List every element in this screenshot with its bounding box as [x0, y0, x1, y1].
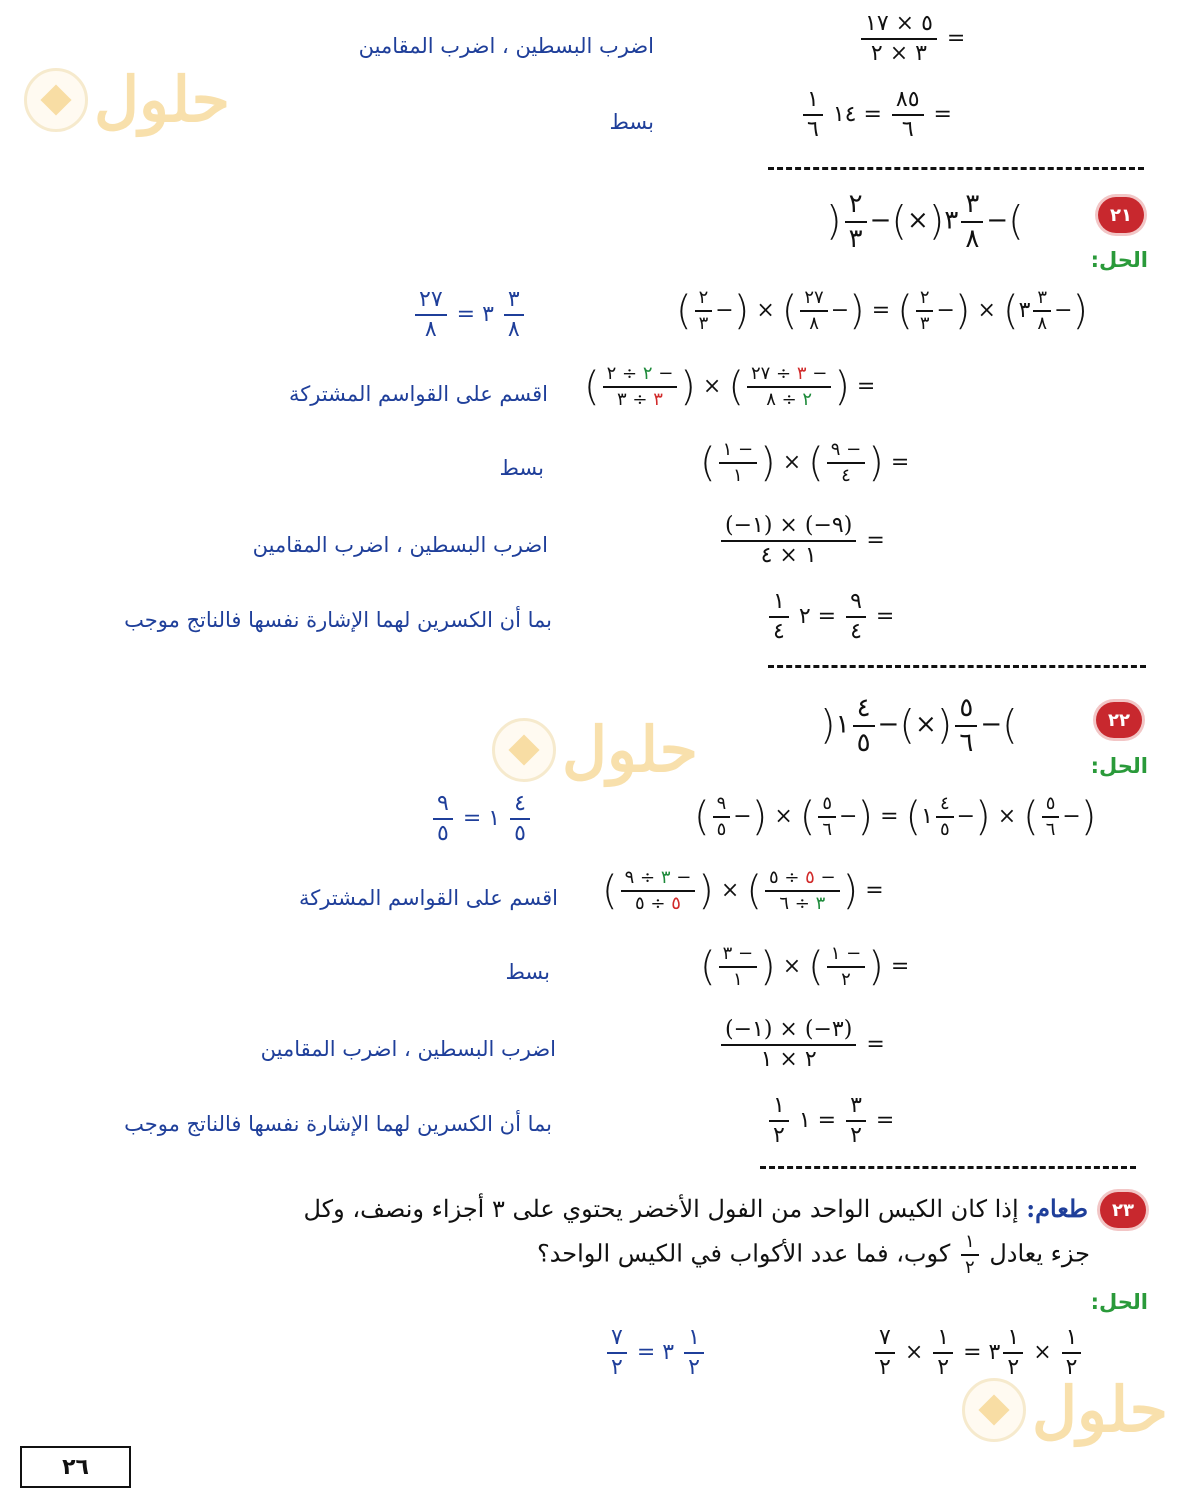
watermark-text: حلول [94, 63, 230, 136]
solution-label: الحل: [1090, 754, 1148, 778]
page-number: ٢٦ [20, 1446, 131, 1488]
solution-label: الحل: [1090, 1290, 1148, 1314]
p21-step1: ( $\frac{٢}{٣}$ −) × ( $\frac{٢٧}{٨}$ −) = ( $\frac{٢}{٣}$ −) × (٣ $\frac{٣}{٨}$ −) [676, 287, 1089, 334]
p21-step3: ( $\frac{١ -}{١}$ ) × ( $\frac{٩ -}{٤}$ ) = [700, 439, 910, 486]
p21-step4: $\frac{(-١) \times (-٩)}{١ \times ٤}$ = [718, 514, 885, 568]
watermark-icon [24, 68, 88, 132]
top-step1: $\frac{٥ \times ١٧}{٣ \times ٢}$ = [858, 12, 965, 66]
watermark-icon [492, 718, 556, 782]
problem-number-badge: ٢٢ [1096, 702, 1142, 738]
watermark-text: حلول [562, 713, 698, 786]
p22-step2: ( $\frac{٣ \div ٩ -}{٥ \div ٥}$ ) × ( $\frac{٥ \div ٥ -}{٣ \div ٦}$ ) = [602, 867, 884, 914]
p21-step5: = $\frac{٩}{٤}$ = ٢ $\frac{١}{٤}$ [766, 590, 894, 644]
p21-step2: ( $\frac{٢ \div ٢ -}{٣ \div ٣}$ ) × ( $\frac{٣ \div ٢٧ -}{٢ \div ٨}$ ) = [584, 363, 876, 410]
divider [760, 1166, 1136, 1169]
top-note-1: اضرب البسطين ، اضرب المقامين [358, 34, 654, 58]
p23-conversion: $\frac{٧}{٢}$ = ٣ $\frac{١}{٢}$ [604, 1326, 707, 1380]
p21-note-4: بما أن الكسرين لهما الإشارة نفسها فالناتج موجب [124, 608, 552, 632]
problem-number-badge: ٢٣ [1100, 1192, 1146, 1228]
p22-step1: ( $\frac{٩}{٥}$ −) × ( $\frac{٥}{٦}$ −) = (١ $\frac{٤}{٥}$ −) × ( $\frac{٥}{٦}$ −) [694, 793, 1097, 840]
p22-conversion: $\frac{٩}{٥}$ = ١ $\frac{٤}{٥}$ [430, 792, 533, 846]
p22-step3: ( $\frac{٣ -}{١}$ ) × ( $\frac{١ -}{٢}$ ) = [700, 943, 910, 990]
top-note-2: بسط [609, 110, 654, 134]
watermark-icon [962, 1378, 1026, 1442]
problem-keyword: طعام: [1026, 1194, 1088, 1223]
p22-note-2: بسط [505, 960, 550, 984]
problem-23-line2: جزء يعادل $\frac{١}{٢}$ كوب، فما عدد الأكواب في الكيس الواحد؟ [536, 1231, 1090, 1278]
watermark-logo [962, 1373, 1168, 1446]
watermark-logo [492, 713, 698, 786]
p21-note-2: بسط [499, 456, 544, 480]
problem-number-badge: ٢١ [1098, 197, 1144, 233]
problem-23-line1: طعام: إذا كان الكيس الواحد من الفول الأخضر يحتوي على ٣ أجزاء ونصف، وكل [303, 1194, 1088, 1223]
solution-label: الحل: [1090, 248, 1148, 272]
watermark-logo [24, 63, 230, 136]
p23-step1: $\frac{٧}{٢}$ × $\frac{١}{٢}$ = ٣ $\frac{١}{٢}$ × $\frac{١}{٢}$ [872, 1326, 1084, 1380]
p22-note-3: اضرب البسطين ، اضرب المقامين [260, 1037, 556, 1061]
divider [768, 167, 1144, 170]
problem-22-expression: )− $\frac{٥}{٦}$ (×)− $\frac{٤}{٥}$ ١( [820, 693, 1018, 758]
p22-step5: = $\frac{٣}{٢}$ = ١ $\frac{١}{٢}$ [766, 1094, 894, 1148]
p22-note-1: اقسم على القواسم المشتركة [299, 886, 558, 910]
p21-conversion: $\frac{٢٧}{٨}$ = ٣ $\frac{٣}{٨}$ [412, 288, 527, 342]
problem-21-expression: )− $\frac{٣}{٨}$ ٣(×)− $\frac{٢}{٣}$ ( [826, 189, 1024, 254]
p21-note-1: اقسم على القواسم المشتركة [289, 382, 548, 406]
top-step2: = $\frac{٨٥}{٦}$ = ١٤ $\frac{١}{٦}$ [800, 88, 952, 142]
p22-step4: $\frac{(-١) \times (-٣)}{٢ \times ١}$ = [718, 1018, 885, 1072]
p22-note-4: بما أن الكسرين لهما الإشارة نفسها فالناتج موجب [124, 1112, 552, 1136]
p21-note-3: اضرب البسطين ، اضرب المقامين [252, 533, 548, 557]
watermark-text: حلول [1032, 1373, 1168, 1446]
divider [768, 665, 1146, 668]
